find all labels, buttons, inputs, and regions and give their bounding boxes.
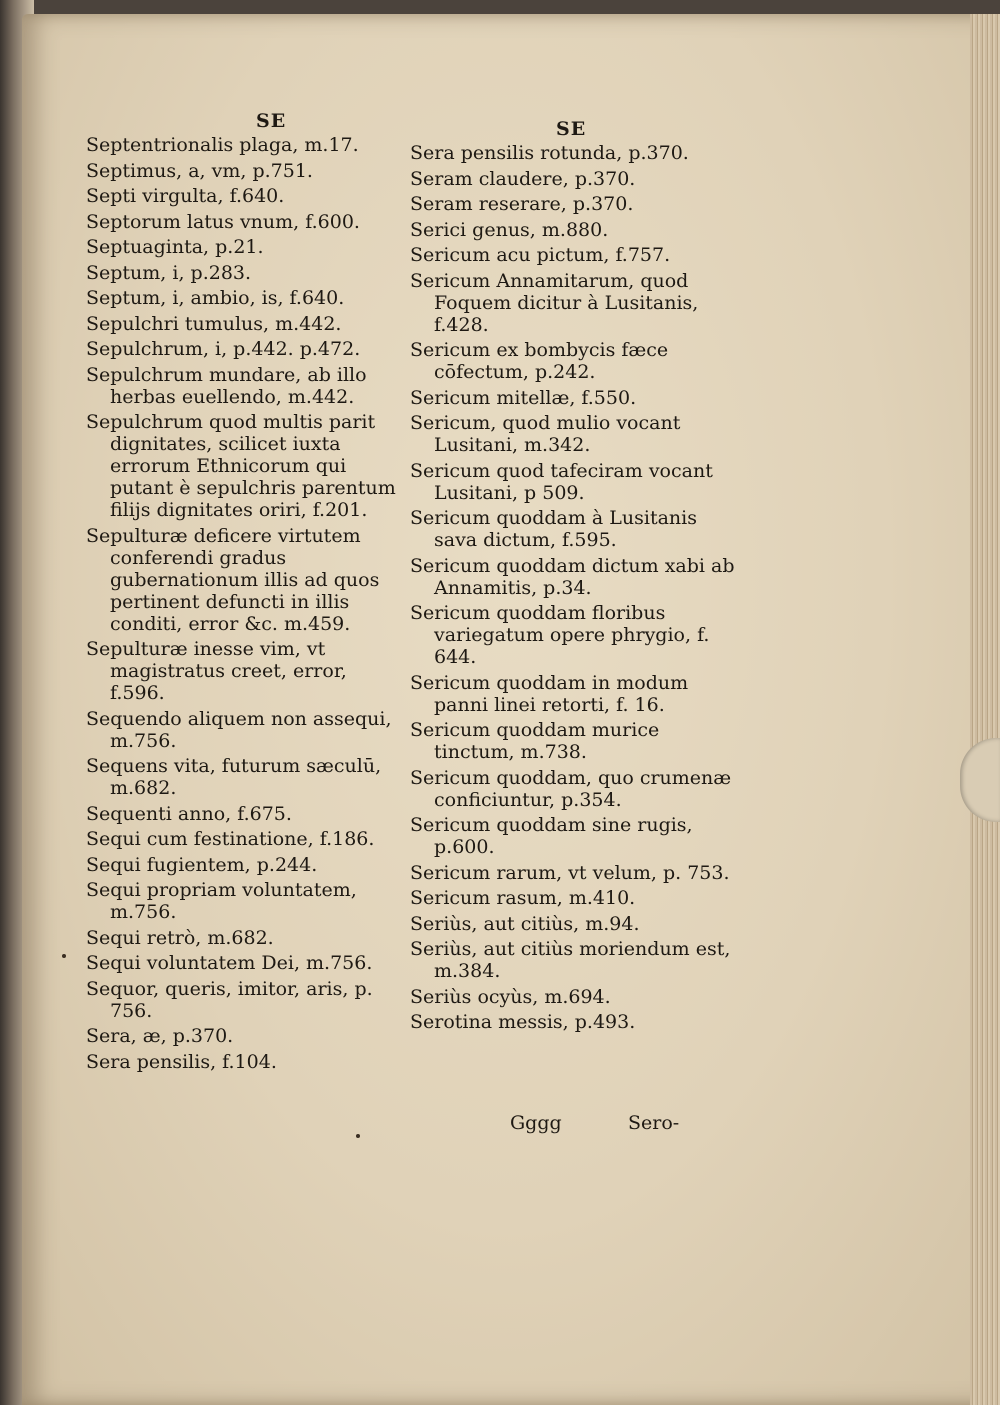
index-entry: Sepulturæ deficere virtutem conferendi gradus gubernationum illis ad quos pertinent defuncti in illis conditi, error &c. m.459. bbox=[86, 524, 380, 635]
index-entry: Sequenti anno, f.675. bbox=[86, 802, 292, 825]
index-entry: Septi virgulta, f.640. bbox=[86, 185, 285, 207]
index-entry: Sericum rasum, m.410. bbox=[410, 887, 636, 909]
index-entry: Sequi voluntatem Dei, m.756. bbox=[86, 952, 373, 974]
index-entry: Sericum ex bombycis fæce cōfectum, p.242. bbox=[410, 339, 669, 383]
index-entry: Sericum quoddam sine rugis, p.600. bbox=[410, 814, 693, 858]
right-column bbox=[410, 118, 740, 1037]
index-entry: Sequendo aliquem non assequi, m.756. bbox=[86, 707, 392, 752]
column-heading: SE bbox=[256, 110, 287, 132]
index-entry: Sericum, quod mulio vocant Lusitani, m.342. bbox=[410, 412, 681, 456]
index-entry: Septuaginta, p.21. bbox=[86, 236, 264, 258]
index-entry: Sequi propriam voluntatem, m.756. bbox=[86, 879, 357, 923]
index-entry: Sericum quoddam murice tinctum, m.738. bbox=[410, 719, 660, 763]
ink-spot bbox=[356, 1134, 360, 1138]
index-entry: Sera pensilis rotunda, p.370. bbox=[410, 142, 689, 164]
index-entry: Sequi fugientem, p.244. bbox=[86, 853, 318, 876]
ink-spot bbox=[62, 954, 66, 958]
index-entry: Septum, i, ambio, is, f.640. bbox=[86, 287, 345, 309]
index-entry: Sericum rarum, vt velum, p. 753. bbox=[410, 861, 730, 884]
index-entry: Sericum quoddam, quo crumenæ conficiuntur, p.354. bbox=[410, 766, 732, 811]
index-entry: Sequi retrò, m.682. bbox=[86, 926, 274, 949]
index-entry: Sera, æ, p.370. bbox=[86, 1025, 234, 1047]
index-entry: Sequi cum festinatione, f.186. bbox=[86, 828, 375, 850]
index-entry: Sepulchrum, i, p.442. p.472. bbox=[86, 338, 361, 360]
index-entry: Sericum Annamitarum, quod Foquem dicitur à Lusitanis, f.428. bbox=[410, 269, 699, 336]
index-entry: Septimus, a, vm, p.751. bbox=[86, 159, 313, 182]
catchword: Sero- bbox=[628, 1112, 680, 1134]
index-entry: Sera pensilis, f.104. bbox=[86, 1050, 277, 1073]
index-entry: Sericum quoddam floribus variegatum opere phrygio, f. 644. bbox=[410, 602, 710, 668]
index-entry: Sericum quoddam dictum xabi ab Annamitis, p.34. bbox=[410, 554, 735, 599]
index-entry: Sericum quoddam in modum panni linei retorti, f. 16. bbox=[410, 671, 689, 716]
index-entry: Sericum quod tafeciram vocant Lusitani, p 509. bbox=[410, 459, 713, 504]
index-entry: Sepulchri tumulus, m.442. bbox=[86, 312, 342, 335]
index-entry: Sericum quoddam à Lusitanis sava dictum, f.595. bbox=[410, 507, 697, 551]
index-entry: Sepulchrum mundare, ab illo herbas euellendo, m.442. bbox=[86, 363, 367, 408]
index-entry: Septum, i, p.283. bbox=[86, 261, 252, 284]
index-entry: Seram claudere, p.370. bbox=[410, 167, 636, 190]
page-edges bbox=[970, 14, 1000, 1405]
signature-mark: Gggg bbox=[510, 1112, 562, 1134]
index-entry: Septentrionalis plaga, m.17. bbox=[86, 134, 359, 156]
index-entry: Sericum mitellæ, f.550. bbox=[410, 386, 637, 409]
left-column bbox=[86, 110, 402, 1076]
index-entry: Seriùs, aut citiùs moriendum est, m.384. bbox=[410, 938, 731, 982]
index-entry: Sericum acu pictum, f.757. bbox=[410, 244, 671, 266]
index-entry: Sequor, queris, imitor, aris, p. 756. bbox=[86, 977, 373, 1022]
index-entry: Serotina messis, p.493. bbox=[410, 1011, 636, 1033]
index-entry: Seram reserare, p.370. bbox=[410, 193, 634, 215]
index-entry: Seriùs, aut citiùs, m.94. bbox=[410, 912, 640, 935]
entry-list bbox=[86, 134, 402, 1073]
index-entry: Septorum latus vnum, f.600. bbox=[86, 210, 360, 233]
index-entry: Sepulturæ inesse vim, vt magistratus creet, error, f.596. bbox=[86, 638, 347, 704]
index-entry: Serici genus, m.880. bbox=[410, 218, 609, 241]
index-entry: Sepulchrum quod multis parit dignitates, scilicet iuxta errorum Ethnicorum qui putant è sepulchris parentum filijs dignitates oriri, f.201. bbox=[86, 411, 396, 521]
entry-list bbox=[410, 142, 740, 1033]
index-entry: Sequens vita, futurum sæculū, m.682. bbox=[86, 755, 382, 799]
column-heading: SE bbox=[556, 118, 587, 140]
index-entry: Seriùs ocyùs, m.694. bbox=[410, 985, 611, 1008]
